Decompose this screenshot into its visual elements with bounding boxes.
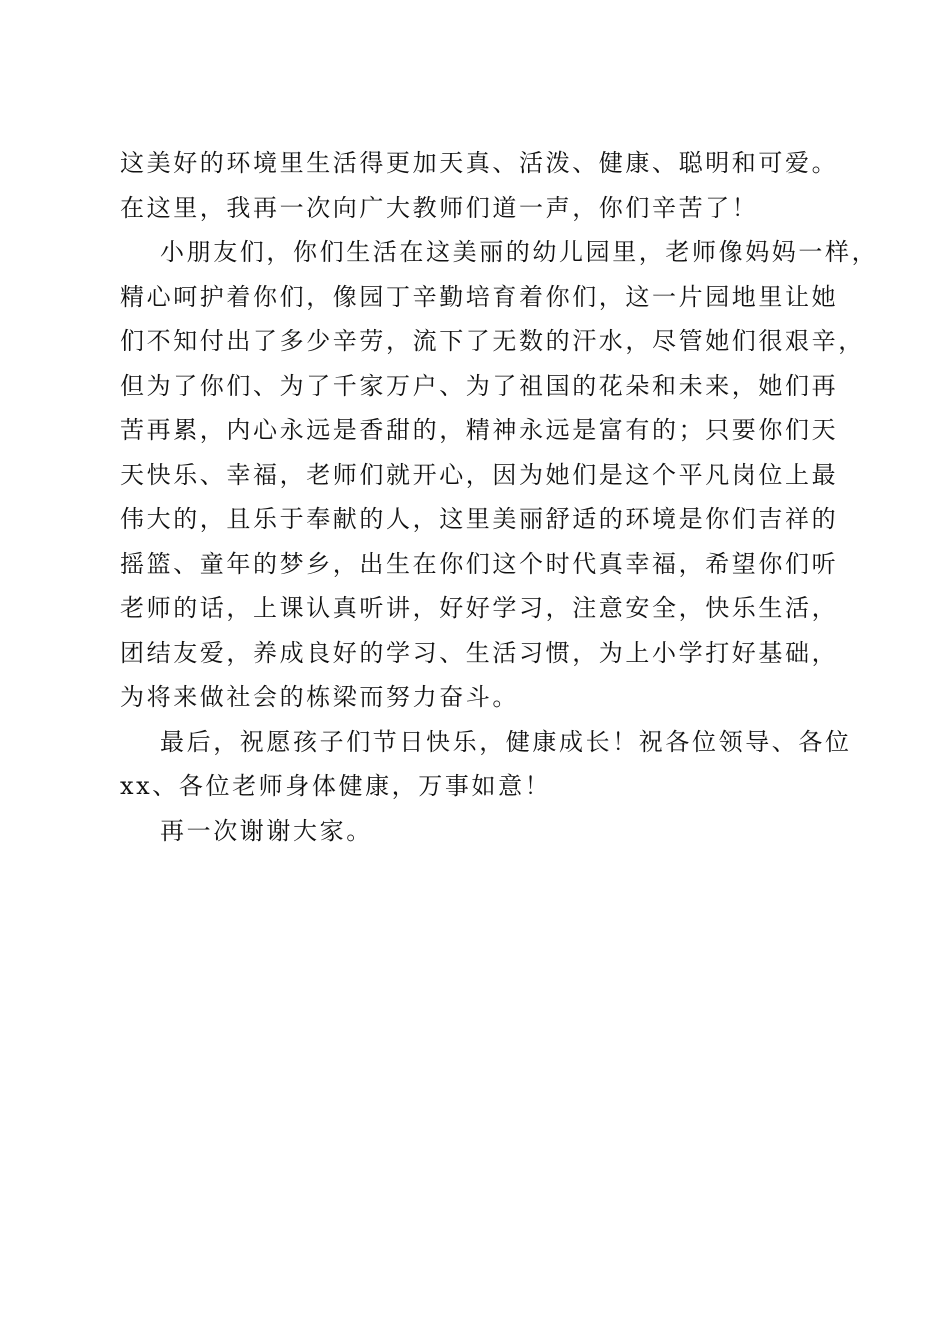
text-line-14: 最后，祝愿孩子们节日快乐，健康成长！祝各位领导、各位 <box>160 727 852 756</box>
text-line-2: 在这里，我再一次向广大教师们道一声，你们辛苦了！ <box>120 193 759 222</box>
text-line-9: 伟大的，且乐于奉献的人，这里美丽舒适的环境是你们吉祥的 <box>120 505 839 533</box>
text-line-10: 摇篮、童年的梦乡，出生在你们这个时代真幸福，希望你们听 <box>120 549 839 578</box>
text-line-8: 天快乐、幸福，老师们就开心，因为她们是这个平凡岗位上最 <box>120 460 839 489</box>
document-body <box>120 141 879 853</box>
text-line-7: 苦再累，内心永远是香甜的，精神永远是富有的；只要你们天 <box>120 416 839 444</box>
text-line-15: xx、各位老师身体健康，万事如意！ <box>120 772 552 800</box>
text-line-13: 为将来做社会的栋梁而努力奋斗。 <box>120 683 519 711</box>
text-line-1: 这美好的环境里生活得更加天真、活泼、健康、聪明和可爱。 <box>120 149 839 177</box>
text-line-16: 再一次谢谢大家。 <box>160 816 373 845</box>
text-line-12: 团结友爱，养成良好的学习、生活习惯，为上小学打好基础， <box>120 638 839 667</box>
text-line-3: 小朋友们，你们生活在这美丽的幼儿园里，老师像妈妈一样， <box>160 238 879 266</box>
text-line-6: 但为了你们、为了千家万户、为了祖国的花朵和未来，她们再 <box>120 371 839 400</box>
text-line-11: 老师的话，上课认真听讲，好好学习，注意安全，快乐生活， <box>120 594 839 622</box>
text-line-4: 精心呵护着你们，像园丁辛勤培育着你们，这一片园地里让她 <box>120 282 839 311</box>
text-line-5: 们不知付出了多少辛劳，流下了无数的汗水，尽管她们很艰辛， <box>120 327 865 355</box>
